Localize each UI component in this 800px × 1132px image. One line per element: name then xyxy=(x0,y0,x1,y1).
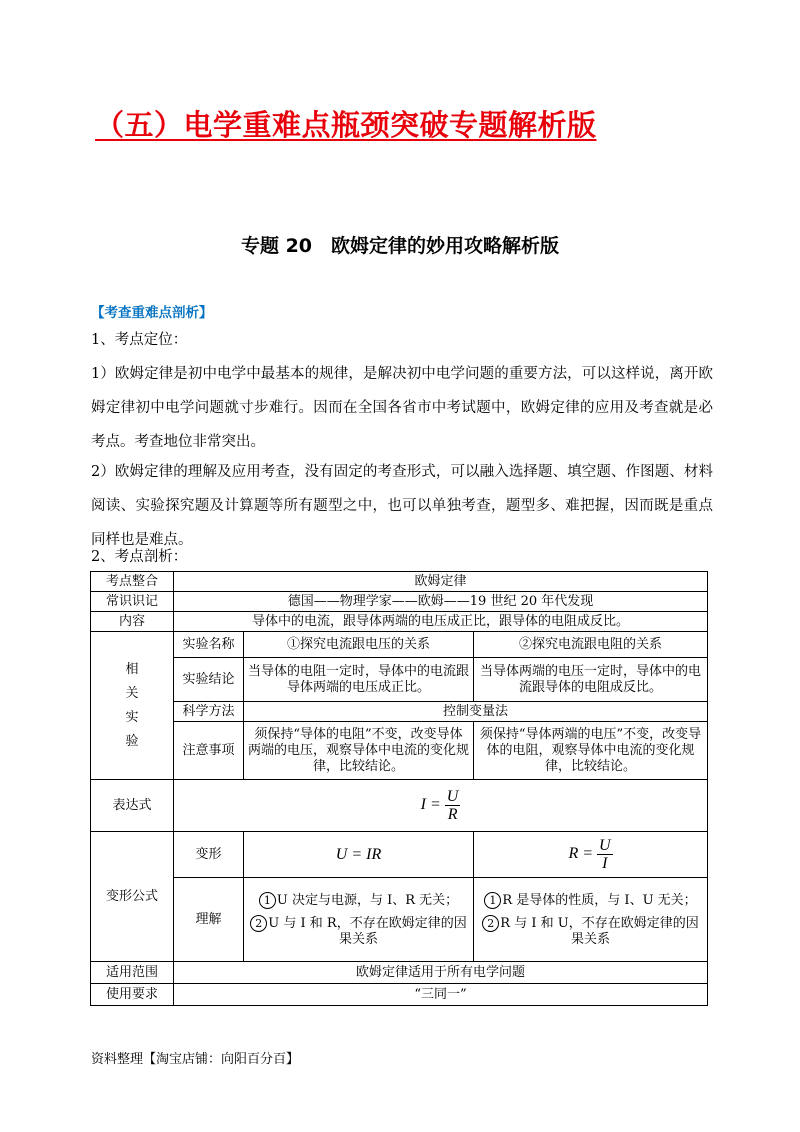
point1-paragraph2: 2）欧姆定律的理解及应用考查，没有固定的考查形式，可以融入选择题、填空题、作图题、材料阅读、实验探究题及计算题等所有题型之中，也可以单独考查，题型多、难把握，因而既是重点同样也是难点。 xyxy=(91,464,713,548)
row-label: 适用范围 xyxy=(91,962,174,984)
table-row xyxy=(91,632,708,658)
row-label: 使用要求 xyxy=(91,984,174,1006)
circled-number-icon: 1 xyxy=(484,892,501,909)
row-label: 常识识记 xyxy=(91,592,174,612)
section-heading: 【考查重难点剖析】 xyxy=(91,305,213,321)
cell: 控制变量法 xyxy=(244,702,708,722)
formula-denominator: R xyxy=(447,806,458,823)
understand-text: U 与 I 和 R，不存在欧姆定律的因果关系 xyxy=(268,915,467,947)
table-row xyxy=(91,832,708,878)
sub-label: 注意事项 xyxy=(174,722,244,780)
table-row xyxy=(91,592,708,612)
sub-label: 科学方法 xyxy=(174,702,244,722)
formula-fraction xyxy=(445,788,461,823)
sub-title: 专题 20 欧姆定律的妙用攻略解析版 xyxy=(240,235,560,257)
row-value: 欧姆定律适用于所有电学问题 xyxy=(174,962,708,984)
circled-number-icon: 2 xyxy=(482,915,499,932)
understand-text: R 与 I 和 U，不存在欧姆定律的因果关系 xyxy=(500,915,699,947)
row-value: 德国——物理学家——欧姆——19 世纪 20 年代发现 xyxy=(174,592,708,612)
experiment-label-char: 关 xyxy=(125,685,139,701)
formula-fraction xyxy=(597,837,613,872)
sub-label: 变形 xyxy=(174,832,244,878)
cell: 当导体的电阻一定时，导体中的电流跟导体两端的电压成正比。 xyxy=(244,658,474,702)
expression-formula xyxy=(174,780,708,832)
formula-numerator: U xyxy=(446,788,459,805)
understand-text: U 决定与电源，与 I、R 无关； xyxy=(276,892,459,908)
table-row xyxy=(91,984,708,1006)
formula-lhs: R = xyxy=(568,845,594,863)
cell xyxy=(244,878,474,962)
formula-numerator: U xyxy=(599,837,611,854)
understand-text: R 是导体的性质，与 I、U 无关； xyxy=(502,892,697,908)
experiment-label-char: 验 xyxy=(125,733,139,749)
cell: 须保持“导体的电阻”不变，改变导体两端的电压，观察导体中电流的变化规律，比较结论。 xyxy=(244,722,474,780)
row-value: 导体中的电流，跟导体两端的电压成正比，跟导体的电阻成反比。 xyxy=(174,612,708,632)
point1-paragraph1: 1）欧姆定律是初中电学中最基本的规律，是解决初中电学问题的重要方法，可以这样说，离开欧姆定律初中电学问题就寸步难行。因而在全国各省市中考试题中，欧姆定律的应用及考查就是必考点。考查地位非常突出。 xyxy=(91,366,713,450)
row-value: 欧姆定律 xyxy=(174,572,708,592)
cell: ①探究电流跟电压的关系 xyxy=(244,632,474,658)
table-row xyxy=(91,878,708,962)
cell: 须保持“导体两端的电压”不变，改变导体的电阻，观察导体中电流的变化规律，比较结论。 xyxy=(474,722,708,780)
row-label: 考点整合 xyxy=(91,572,174,592)
table-row xyxy=(91,658,708,702)
row-label: 变形公式 xyxy=(91,832,174,962)
table-row xyxy=(91,722,708,780)
sub-label: 实验结论 xyxy=(174,658,244,702)
row-label: 表达式 xyxy=(91,780,174,832)
circled-number-icon: 2 xyxy=(250,915,267,932)
formula-lhs: I = xyxy=(420,796,441,814)
cell: ②探究电流跟电阻的关系 xyxy=(474,632,708,658)
cell xyxy=(474,878,708,962)
main-title: （五）电学重难点瓶颈突破专题解析版 xyxy=(95,108,597,142)
point1-heading: 1、考点定位： xyxy=(91,332,188,348)
row-label: 内容 xyxy=(91,612,174,632)
circled-number-icon: 1 xyxy=(259,892,276,909)
deform-formula-1: U = IR xyxy=(244,832,474,878)
row-value: “三同一” xyxy=(174,984,708,1006)
table-row xyxy=(91,572,708,592)
deform-formula-2 xyxy=(474,832,708,878)
formula-denominator: I xyxy=(602,855,608,872)
point2-heading: 2、考点剖析： xyxy=(91,549,188,565)
experiment-label-char: 相 xyxy=(125,661,139,677)
table-row xyxy=(91,612,708,632)
sub-label: 实验名称 xyxy=(174,632,244,658)
experiment-label-char: 实 xyxy=(125,709,139,725)
sub-label: 理解 xyxy=(174,878,244,962)
cell: 当导体两端的电压一定时，导体中的电流跟导体的电阻成反比。 xyxy=(474,658,708,702)
experiment-label xyxy=(91,632,174,780)
ohm-law-table xyxy=(90,571,708,1006)
footer-note: 资料整理【淘宝店铺：向阳百分百】 xyxy=(91,1052,300,1067)
table-row xyxy=(91,702,708,722)
table-row xyxy=(91,962,708,984)
table-row xyxy=(91,780,708,832)
